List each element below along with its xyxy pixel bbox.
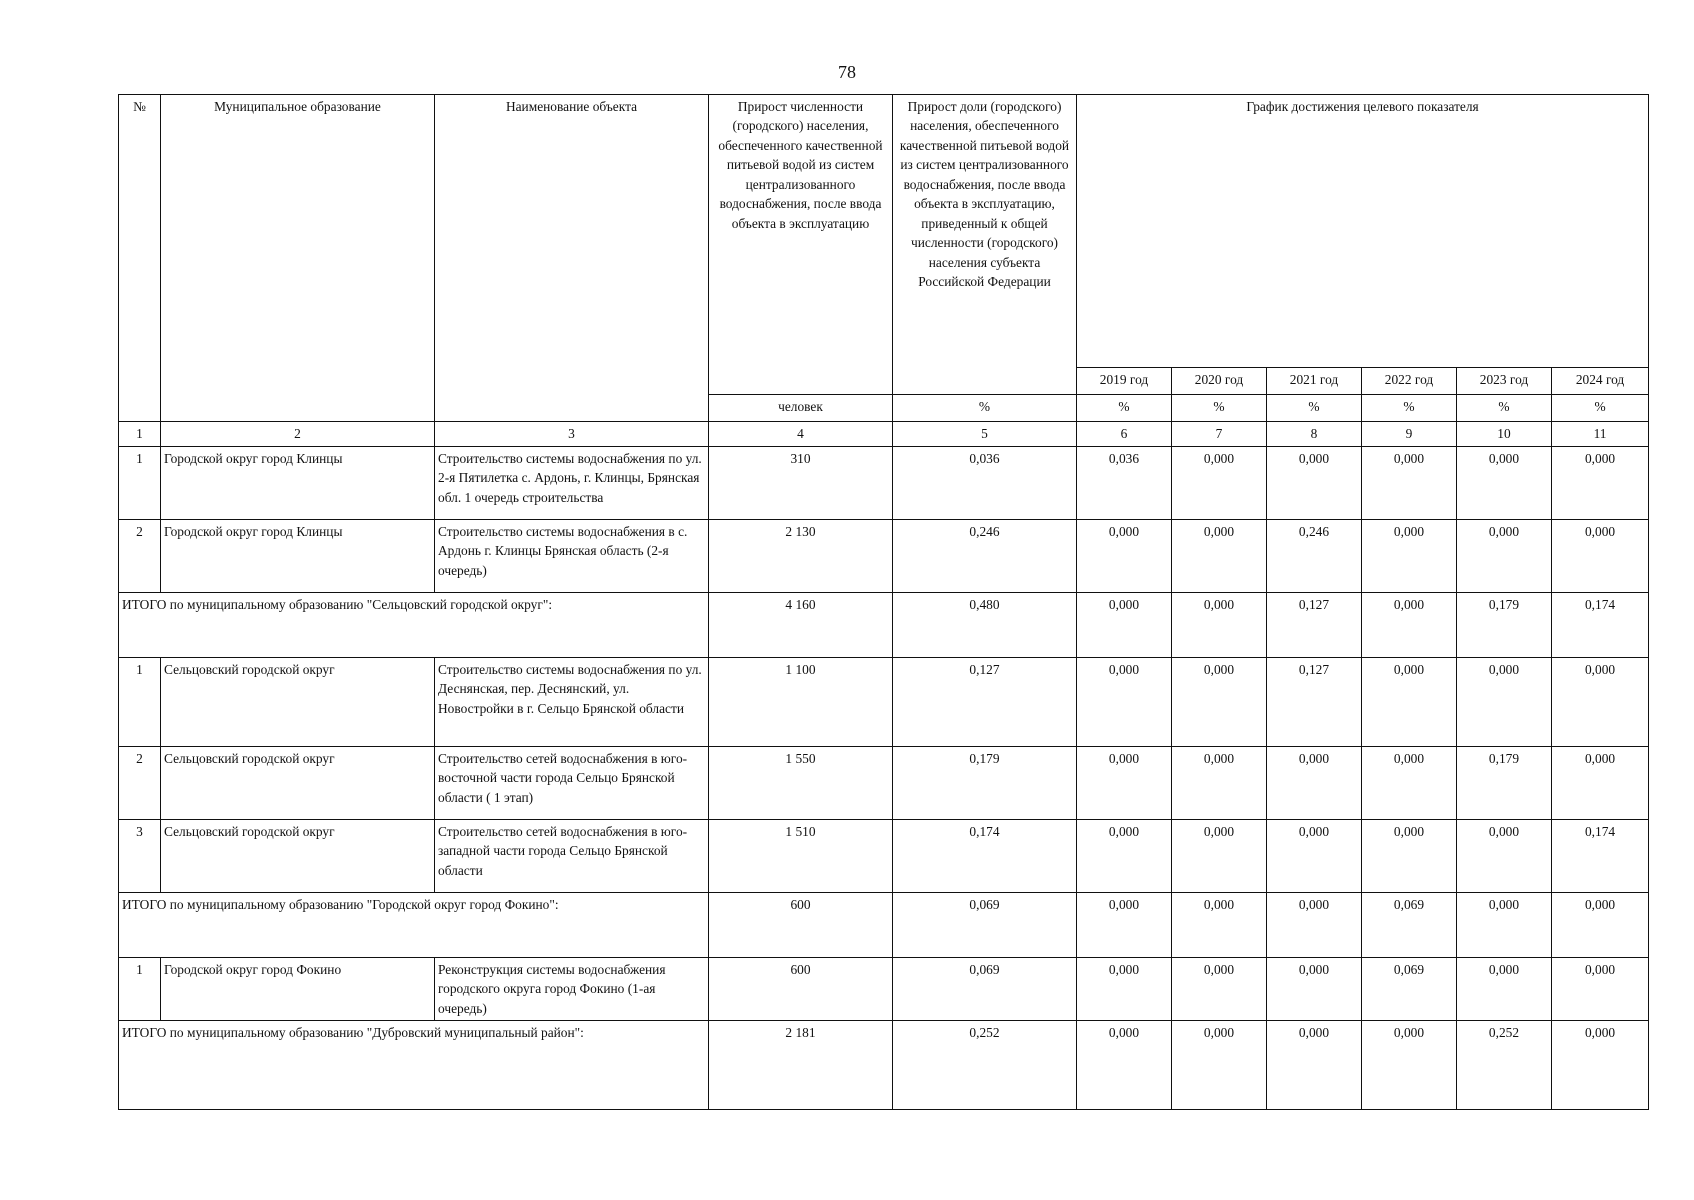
row-num: 1: [119, 447, 161, 520]
row-year-value: 0,000: [1552, 447, 1649, 520]
table-row: [119, 520, 1649, 593]
row-year-value: 0,000: [1077, 658, 1172, 747]
table-row: [119, 447, 1649, 520]
unit-percent: %: [1457, 395, 1552, 422]
table-row: [119, 747, 1649, 820]
row-share: 0,036: [893, 447, 1077, 520]
row-year-value: 0,000: [1552, 658, 1649, 747]
row-share: 0,179: [893, 747, 1077, 820]
row-year-value: 0,000: [1552, 1021, 1649, 1110]
row-year-value: 0,000: [1077, 1021, 1172, 1110]
row-year-value: 0,000: [1077, 893, 1172, 958]
row-year-value: 0,000: [1362, 447, 1457, 520]
row-people: 2 130: [709, 520, 893, 593]
row-year-value: 0,174: [1552, 820, 1649, 893]
row-people: 4 160: [709, 593, 893, 658]
year-header: 2022 год: [1362, 368, 1457, 395]
row-object: Строительство системы водоснабжения в с. Ардонь г. Клинцы Брянская область (2-я очередь): [435, 520, 709, 593]
total-label: ИТОГО по муниципальному образованию "Дубровский муниципальный район":: [119, 1021, 709, 1110]
total-row: [119, 1021, 1649, 1110]
row-num: 1: [119, 658, 161, 747]
column-number: 8: [1267, 422, 1362, 447]
row-share: 0,127: [893, 658, 1077, 747]
row-year-value: 0,000: [1172, 593, 1267, 658]
row-year-value: 0,000: [1077, 593, 1172, 658]
table-row: [119, 958, 1649, 1021]
row-year-value: 0,000: [1172, 747, 1267, 820]
row-year-value: 0,000: [1172, 893, 1267, 958]
row-year-value: 0,000: [1457, 958, 1552, 1021]
row-year-value: 0,000: [1552, 520, 1649, 593]
row-object: Реконструкция системы водоснабжения городского округа город Фокино (1-ая очередь): [435, 958, 709, 1021]
column-number: 5: [893, 422, 1077, 447]
row-object: Строительство системы водоснабжения по ул. Деснянская, пер. Деснянский, ул. Новостройки в г. Сельцо Брянской области: [435, 658, 709, 747]
column-number: 2: [161, 422, 435, 447]
row-municipality: Сельцовский городской округ: [161, 658, 435, 747]
row-year-value: 0,069: [1362, 893, 1457, 958]
row-year-value: 0,000: [1267, 447, 1362, 520]
header-share-growth: Прирост доли (городского) населения, обеспеченного качественной питьевой водой из систем централизованного водоснабжения, после ввода объекта в эксплуатацию, приведенный к общей численности (городского) населения субъекта Российской Федерации: [893, 95, 1077, 395]
row-share: 0,069: [893, 893, 1077, 958]
header-population-growth: Прирост численности (городского) населения, обеспеченного качественной питьевой водой из систем централизованного водоснабжения, после ввода объекта в эксплуатацию: [709, 95, 893, 395]
row-year-value: 0,000: [1172, 958, 1267, 1021]
total-label: ИТОГО по муниципальному образованию "Городской округ город Фокино":: [119, 893, 709, 958]
row-share: 0,480: [893, 593, 1077, 658]
row-year-value: 0,000: [1457, 520, 1552, 593]
header-object: Наименование объекта: [435, 95, 709, 422]
unit-percent: %: [893, 395, 1077, 422]
row-people: 1 100: [709, 658, 893, 747]
table-row: [119, 658, 1649, 747]
row-year-value: 0,000: [1172, 520, 1267, 593]
row-share: 0,069: [893, 958, 1077, 1021]
header-row: [119, 95, 1649, 368]
row-year-value: 0,000: [1172, 1021, 1267, 1110]
row-year-value: 0,000: [1077, 747, 1172, 820]
row-year-value: 0,179: [1457, 593, 1552, 658]
year-header: 2021 год: [1267, 368, 1362, 395]
row-municipality: Городской округ город Клинцы: [161, 520, 435, 593]
row-municipality: Сельцовский городской округ: [161, 820, 435, 893]
row-people: 2 181: [709, 1021, 893, 1110]
row-year-value: 0,000: [1457, 820, 1552, 893]
row-year-value: 0,000: [1362, 593, 1457, 658]
unit-percent: %: [1077, 395, 1172, 422]
row-year-value: 0,000: [1457, 658, 1552, 747]
row-object: Строительство системы водоснабжения по ул. 2-я Пятилетка с. Ардонь, г. Клинцы, Брянская обл. 1 очередь строительства: [435, 447, 709, 520]
row-share: 0,174: [893, 820, 1077, 893]
row-share: 0,246: [893, 520, 1077, 593]
row-year-value: 0,000: [1172, 820, 1267, 893]
total-label: ИТОГО по муниципальному образованию "Сельцовский городской округ":: [119, 593, 709, 658]
row-year-value: 0,000: [1362, 747, 1457, 820]
row-municipality: Городской округ город Фокино: [161, 958, 435, 1021]
row-year-value: 0,000: [1267, 820, 1362, 893]
page-number: 78: [838, 62, 856, 82]
row-year-value: 0,000: [1552, 747, 1649, 820]
row-num: 2: [119, 747, 161, 820]
row-year-value: 0,127: [1267, 658, 1362, 747]
row-year-value: 0,000: [1267, 747, 1362, 820]
row-num: 3: [119, 820, 161, 893]
row-year-value: 0,000: [1267, 893, 1362, 958]
column-number: 6: [1077, 422, 1172, 447]
header-schedule: График достижения целевого показателя: [1077, 95, 1649, 368]
row-people: 1 550: [709, 747, 893, 820]
row-people: 310: [709, 447, 893, 520]
header-num: №: [119, 95, 161, 422]
column-number: 10: [1457, 422, 1552, 447]
column-number: 4: [709, 422, 893, 447]
row-object: Строительство сетей водоснабжения в юго-восточной части города Сельцо Брянской области ( 1 этап): [435, 747, 709, 820]
row-year-value: 0,000: [1077, 520, 1172, 593]
row-year-value: 0,000: [1362, 820, 1457, 893]
row-share: 0,252: [893, 1021, 1077, 1110]
row-municipality: Городской округ город Клинцы: [161, 447, 435, 520]
total-row: [119, 593, 1649, 658]
row-year-value: 0,127: [1267, 593, 1362, 658]
row-year-value: 0,000: [1172, 447, 1267, 520]
unit-percent: %: [1552, 395, 1649, 422]
row-year-value: 0,069: [1362, 958, 1457, 1021]
row-year-value: 0,000: [1457, 893, 1552, 958]
row-year-value: 0,246: [1267, 520, 1362, 593]
row-year-value: 0,000: [1362, 658, 1457, 747]
table-row: [119, 820, 1649, 893]
row-num: 2: [119, 520, 161, 593]
row-year-value: 0,179: [1457, 747, 1552, 820]
row-year-value: 0,000: [1267, 1021, 1362, 1110]
total-row: [119, 893, 1649, 958]
unit-people: человек: [709, 395, 893, 422]
unit-percent: %: [1172, 395, 1267, 422]
row-year-value: 0,000: [1552, 893, 1649, 958]
column-number: 7: [1172, 422, 1267, 447]
row-year-value: 0,000: [1172, 658, 1267, 747]
row-year-value: 0,174: [1552, 593, 1649, 658]
row-year-value: 0,000: [1077, 820, 1172, 893]
year-header: 2023 год: [1457, 368, 1552, 395]
year-header: 2024 год: [1552, 368, 1649, 395]
row-object: Строительство сетей водоснабжения в юго-западной части города Сельцо Брянской области: [435, 820, 709, 893]
row-year-value: 0,000: [1362, 1021, 1457, 1110]
year-header: 2019 год: [1077, 368, 1172, 395]
row-people: 600: [709, 893, 893, 958]
row-municipality: Сельцовский городской округ: [161, 747, 435, 820]
unit-percent: %: [1267, 395, 1362, 422]
row-year-value: 0,000: [1457, 447, 1552, 520]
column-number: 3: [435, 422, 709, 447]
row-year-value: 0,036: [1077, 447, 1172, 520]
year-header: 2020 год: [1172, 368, 1267, 395]
unit-percent: %: [1362, 395, 1457, 422]
column-number-row: [119, 422, 1649, 447]
row-num: 1: [119, 958, 161, 1021]
row-people: 600: [709, 958, 893, 1021]
column-number: 9: [1362, 422, 1457, 447]
row-year-value: 0,000: [1362, 520, 1457, 593]
row-year-value: 0,000: [1552, 958, 1649, 1021]
row-year-value: 0,000: [1077, 958, 1172, 1021]
header-municipality: Муниципальное образование: [161, 95, 435, 422]
column-number: 11: [1552, 422, 1649, 447]
row-year-value: 0,000: [1267, 958, 1362, 1021]
column-number: 1: [119, 422, 161, 447]
row-year-value: 0,252: [1457, 1021, 1552, 1110]
target-indicator-table: [118, 94, 1649, 1110]
row-people: 1 510: [709, 820, 893, 893]
